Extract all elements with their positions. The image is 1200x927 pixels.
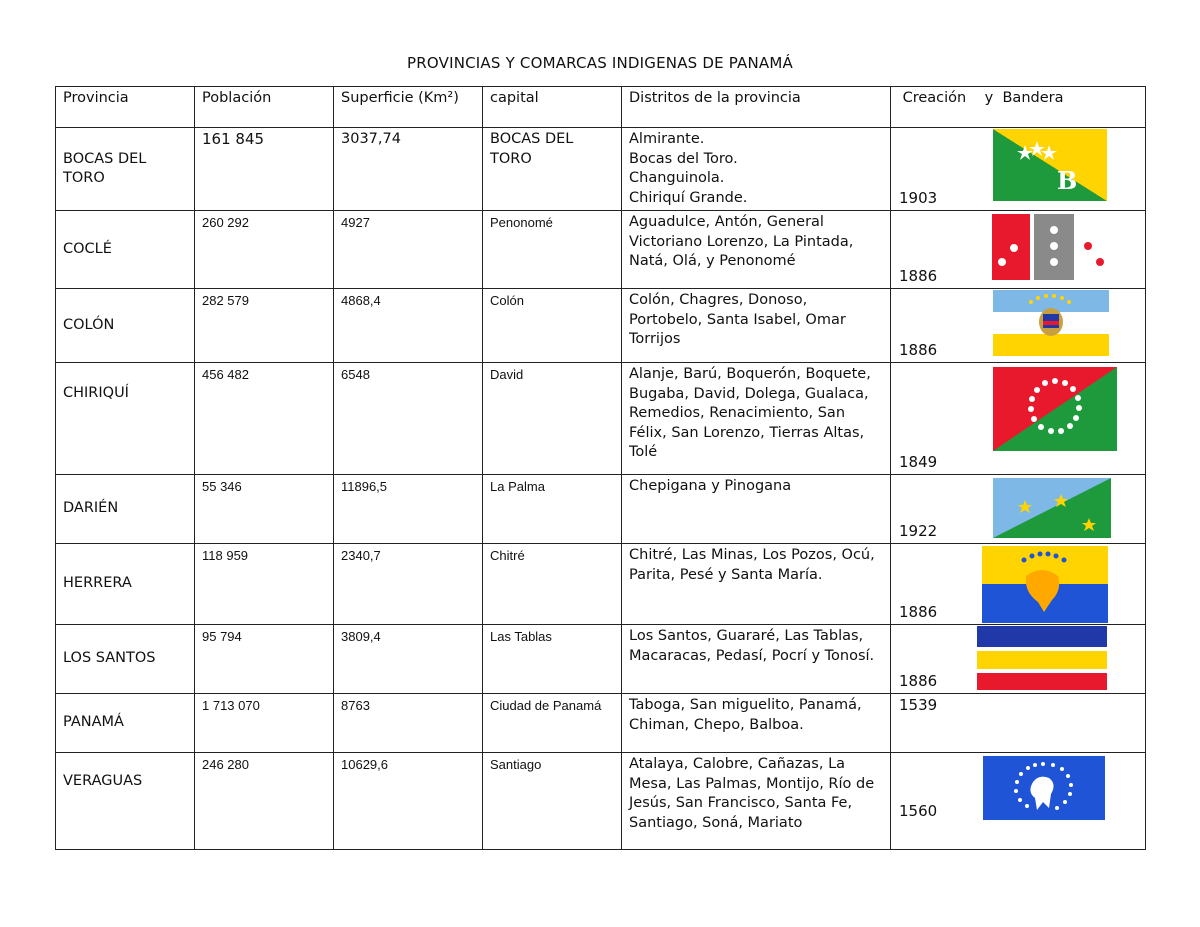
header-poblacion: Población bbox=[195, 87, 334, 128]
cell-superficie: 3037,74 bbox=[334, 128, 483, 211]
creation-year: 1922 bbox=[899, 521, 938, 540]
cell-creacion bbox=[891, 475, 1146, 544]
creation-year: 1849 bbox=[899, 452, 938, 471]
cell-poblacion: 246 280 bbox=[195, 753, 334, 850]
table-row bbox=[56, 544, 1146, 625]
creation-year: 1886 bbox=[899, 266, 938, 285]
cell-capital: David bbox=[483, 363, 622, 475]
chiriqui-flag bbox=[993, 367, 1117, 451]
cell-superficie: 6548 bbox=[334, 363, 483, 475]
cell-provincia: VERAGUAS bbox=[56, 753, 195, 850]
cell-provincia: COCLÉ bbox=[56, 211, 195, 289]
cell-superficie: 4927 bbox=[334, 211, 483, 289]
cell-capital: Chitré bbox=[483, 544, 622, 625]
cell-poblacion: 161 845 bbox=[195, 128, 334, 211]
veraguas-flag bbox=[983, 756, 1105, 820]
cell-creacion bbox=[891, 211, 1146, 289]
cell-creacion bbox=[891, 128, 1146, 211]
table-row bbox=[56, 475, 1146, 544]
los-santos-flag bbox=[977, 626, 1107, 690]
cell-distritos: Alanje, Barú, Boquerón, Boquete, Bugaba, David, Dolega, Gualaca, Remedios, Renacimiento, San Félix, San Lorenzo, Tierras Altas, Tolé bbox=[622, 363, 891, 475]
header-distritos: Distritos de la provincia bbox=[622, 87, 891, 128]
creation-year: 1903 bbox=[899, 188, 938, 207]
cell-superficie: 11896,5 bbox=[334, 475, 483, 544]
table-row bbox=[56, 363, 1146, 475]
creation-year: 1886 bbox=[899, 602, 938, 621]
cell-distritos: Atalaya, Calobre, Cañazas, La Mesa, Las Palmas, Montijo, Río de Jesús, San Francisco, Santa Fe, Santiago, Soná, Mariato bbox=[622, 753, 891, 850]
cell-provincia: BOCAS DEL TORO bbox=[56, 128, 195, 211]
cell-capital: BOCAS DEL TORO bbox=[483, 128, 622, 211]
cell-provincia: DARIÉN bbox=[56, 475, 195, 544]
table-row bbox=[56, 694, 1146, 753]
cell-distritos: Chitré, Las Minas, Los Pozos, Ocú, Parita, Pesé y Santa María. bbox=[622, 544, 891, 625]
page-title: PROVINCIAS Y COMARCAS INDIGENAS DE PANAMÁ bbox=[407, 54, 793, 72]
header-provincia: Provincia bbox=[56, 87, 195, 128]
colon-flag bbox=[993, 290, 1109, 356]
cell-provincia: COLÓN bbox=[56, 289, 195, 363]
cell-superficie: 8763 bbox=[334, 694, 483, 753]
cell-creacion bbox=[891, 544, 1146, 625]
cell-superficie: 4868,4 bbox=[334, 289, 483, 363]
header-row bbox=[56, 87, 1146, 128]
cell-poblacion: 260 292 bbox=[195, 211, 334, 289]
herrera-flag bbox=[982, 546, 1108, 623]
cell-superficie: 3809,4 bbox=[334, 625, 483, 694]
cell-creacion bbox=[891, 625, 1146, 694]
cell-creacion bbox=[891, 694, 1146, 753]
cell-poblacion: 95 794 bbox=[195, 625, 334, 694]
cell-provincia: CHIRIQUÍ bbox=[56, 363, 195, 475]
table-row bbox=[56, 289, 1146, 363]
cell-superficie: 10629,6 bbox=[334, 753, 483, 850]
creation-year: 1560 bbox=[899, 801, 938, 820]
creation-year: 1539 bbox=[899, 696, 938, 714]
table-row bbox=[56, 211, 1146, 289]
cell-superficie: 2340,7 bbox=[334, 544, 483, 625]
cell-distritos: Taboga, San miguelito, Panamá, Chiman, Chepo, Balboa. bbox=[622, 694, 891, 753]
cell-distritos: Chepigana y Pinogana bbox=[622, 475, 891, 544]
svg-text:B: B bbox=[1057, 166, 1078, 195]
cell-poblacion: 118 959 bbox=[195, 544, 334, 625]
cell-provincia: PANAMÁ bbox=[56, 694, 195, 753]
cell-distritos: Colón, Chagres, Donoso, Portobelo, Santa Isabel, Omar Torrijos bbox=[622, 289, 891, 363]
cell-creacion bbox=[891, 289, 1146, 363]
bocas-del-toro-flag bbox=[993, 129, 1107, 201]
cell-capital: Ciudad de Panamá bbox=[483, 694, 622, 753]
cell-poblacion: 282 579 bbox=[195, 289, 334, 363]
cell-creacion bbox=[891, 753, 1146, 850]
cocle-flag bbox=[992, 214, 1110, 280]
cell-capital: Colón bbox=[483, 289, 622, 363]
provinces-table bbox=[55, 86, 1146, 850]
creation-year: 1886 bbox=[899, 671, 938, 690]
creation-year: 1886 bbox=[899, 340, 938, 359]
header-creacion: Creación y Bandera bbox=[891, 87, 1146, 128]
cell-capital: La Palma bbox=[483, 475, 622, 544]
cell-provincia: LOS SANTOS bbox=[56, 625, 195, 694]
cell-poblacion: 55 346 bbox=[195, 475, 334, 544]
table-row bbox=[56, 625, 1146, 694]
table-row bbox=[56, 753, 1146, 850]
header-superficie: Superficie (Km²) bbox=[334, 87, 483, 128]
darien-flag bbox=[993, 478, 1111, 538]
table-row bbox=[56, 128, 1146, 211]
cell-provincia: HERRERA bbox=[56, 544, 195, 625]
cell-capital: Las Tablas bbox=[483, 625, 622, 694]
cell-creacion bbox=[891, 363, 1146, 475]
cell-poblacion: 456 482 bbox=[195, 363, 334, 475]
cell-distritos: Los Santos, Guararé, Las Tablas, Macaracas, Pedasí, Pocrí y Tonosí. bbox=[622, 625, 891, 694]
header-capital: capital bbox=[483, 87, 622, 128]
cell-capital: Penonomé bbox=[483, 211, 622, 289]
cell-poblacion: 1 713 070 bbox=[195, 694, 334, 753]
cell-capital: Santiago bbox=[483, 753, 622, 850]
cell-distritos: Almirante. Bocas del Toro. Changuinola. Chiriquí Grande. bbox=[622, 128, 891, 211]
cell-distritos: Aguadulce, Antón, General Victoriano Lorenzo, La Pintada, Natá, Olá, y Penonomé bbox=[622, 211, 891, 289]
